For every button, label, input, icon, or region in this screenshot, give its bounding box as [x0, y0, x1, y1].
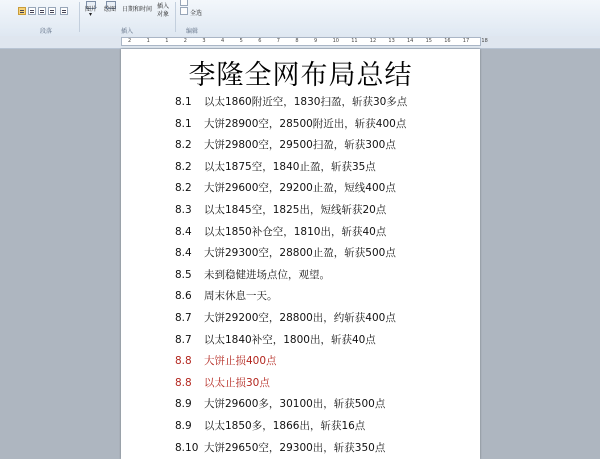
- ruler-tick-label: 2: [128, 38, 132, 44]
- summary-entry: [175, 440, 385, 456]
- ruler-tick-label: 1: [165, 38, 169, 44]
- ruler-strip[interactable]: [121, 37, 488, 46]
- document-page[interactable]: [121, 49, 480, 459]
- ruler-tick-label: 1: [146, 38, 150, 44]
- entry-date: 8.6: [175, 290, 192, 303]
- entry-text: 以太1875空，1840止盈，斩获35点: [204, 160, 376, 173]
- entry-text: 以太1860附近空，1830扫盈，斩获30多点: [204, 96, 408, 108]
- summary-entry: [175, 375, 270, 391]
- list-button[interactable]: [60, 7, 68, 15]
- entry-text: 大饼28900空，28500附近出，斩获400点: [204, 117, 407, 130]
- find-icon[interactable]: [180, 0, 188, 6]
- summary-entry: [175, 202, 386, 218]
- insert-object-label-1[interactable]: 插入: [157, 3, 170, 10]
- ribbon-toolbar: [0, 0, 600, 37]
- entry-text: 大饼29600空，29200止盈，短线400点: [204, 182, 396, 195]
- ruler-tick-label: 7: [276, 38, 280, 44]
- ruler-tick-label: 2: [183, 38, 187, 44]
- ruler-tick-label: 4: [221, 38, 225, 44]
- entry-date: 8.7: [175, 312, 192, 324]
- ruler-tick-label: 10: [332, 38, 339, 44]
- select-all-icon[interactable]: [180, 7, 188, 15]
- entry-text: 未到稳健进场点位，观望。: [204, 268, 330, 281]
- paint-button[interactable]: 绘图: [104, 6, 117, 13]
- align-right-button[interactable]: [38, 7, 46, 15]
- group-separator: [175, 2, 176, 32]
- ruler-tick-label: 16: [444, 38, 451, 44]
- select-all-button[interactable]: 全选: [190, 10, 203, 17]
- group-separator: [79, 2, 80, 32]
- document-workspace: [0, 49, 600, 459]
- entry-text: 大饼29800空，29500扫盈，斩获300点: [204, 139, 396, 152]
- summary-entry: [175, 353, 277, 369]
- paragraph-group-label: 段落: [40, 28, 53, 35]
- entry-date: 8.4: [175, 247, 192, 260]
- ruler-tick-label: 17: [462, 38, 470, 44]
- entry-date: 8.9: [175, 420, 192, 432]
- entry-date: 8.3: [175, 204, 192, 216]
- entry-date: 8.2: [175, 182, 192, 195]
- summary-entry: [175, 396, 385, 412]
- entry-text: 大饼29600多，30100出，斩获500点: [204, 398, 386, 411]
- picture-button[interactable]: 图片: [85, 6, 98, 13]
- summary-entry: [175, 267, 330, 283]
- summary-entry: [175, 224, 386, 240]
- entry-text: 大饼止损400点: [204, 355, 277, 368]
- summary-entry: [175, 94, 407, 110]
- chevron-down-icon: ▾: [89, 11, 93, 18]
- ruler-tick-label: 11: [351, 38, 358, 44]
- align-left-button[interactable]: [18, 7, 26, 15]
- ruler: [0, 36, 600, 49]
- ruler-tick-label: 8: [295, 38, 299, 44]
- entry-text: 周末休息一天。: [204, 290, 278, 303]
- ruler-tick-label: 5: [239, 38, 243, 44]
- entry-date: 8.1: [175, 96, 192, 108]
- entry-text: 大饼29200空，28800出，约斩获400点: [204, 312, 396, 324]
- summary-entry: [175, 159, 376, 175]
- ruler-tick-label: 3: [202, 38, 206, 44]
- summary-entry: [175, 180, 396, 196]
- entry-text: 以太1850多，1866出，斩获16点: [204, 420, 366, 432]
- entry-text: 以太1850补仓空，1810出，斩获40点: [204, 225, 387, 238]
- summary-entry: [175, 310, 396, 326]
- summary-entry: [175, 332, 376, 348]
- justify-button[interactable]: [48, 7, 56, 15]
- summary-entry: [175, 418, 365, 434]
- entry-text: 以太止损30点: [204, 376, 270, 389]
- ruler-tick-label: 13: [388, 38, 395, 44]
- entry-date: 8.2: [175, 139, 192, 152]
- ruler-tick-label: 6: [258, 38, 262, 44]
- entry-date: 8.8: [175, 355, 192, 368]
- summary-entry: [175, 116, 406, 132]
- entry-date: 8.8: [175, 376, 192, 389]
- entry-date: 8.7: [175, 333, 192, 346]
- entry-date: 8.2: [175, 160, 192, 173]
- ruler-tick-label: 12: [369, 38, 377, 44]
- summary-entry: [175, 288, 278, 304]
- summary-entry: [175, 245, 396, 261]
- insert-group-label: 插入: [121, 28, 134, 35]
- entry-text: 大饼29650空，29300出，斩获350点: [204, 441, 386, 454]
- ruler-tick-label: 14: [407, 38, 414, 44]
- datetime-button[interactable]: 日期和时间: [122, 6, 153, 13]
- entry-text: 以太1845空，1825出，短线斩获20点: [204, 204, 387, 216]
- document-title: 李隆全网布局总结: [188, 60, 413, 91]
- align-center-button[interactable]: [28, 7, 36, 15]
- entry-date: 8.4: [175, 225, 192, 238]
- entry-text: 大饼29300空，28800止盈，斩获500点: [204, 247, 396, 260]
- insert-object-label-2[interactable]: 对象: [157, 11, 170, 18]
- ruler-tick-label: 18: [481, 38, 488, 44]
- entry-date: 8.5: [175, 268, 192, 281]
- entry-date: 8.10: [175, 441, 199, 454]
- entry-date: 8.1: [175, 117, 192, 130]
- ruler-tick-label: 9: [314, 38, 318, 44]
- edit-group-label: 编辑: [186, 28, 199, 35]
- ruler-tick-label: 15: [425, 38, 432, 44]
- entry-date: 8.9: [175, 398, 192, 411]
- summary-entry: [175, 137, 396, 153]
- entry-text: 以太1840补空，1800出，斩获40点: [204, 333, 376, 346]
